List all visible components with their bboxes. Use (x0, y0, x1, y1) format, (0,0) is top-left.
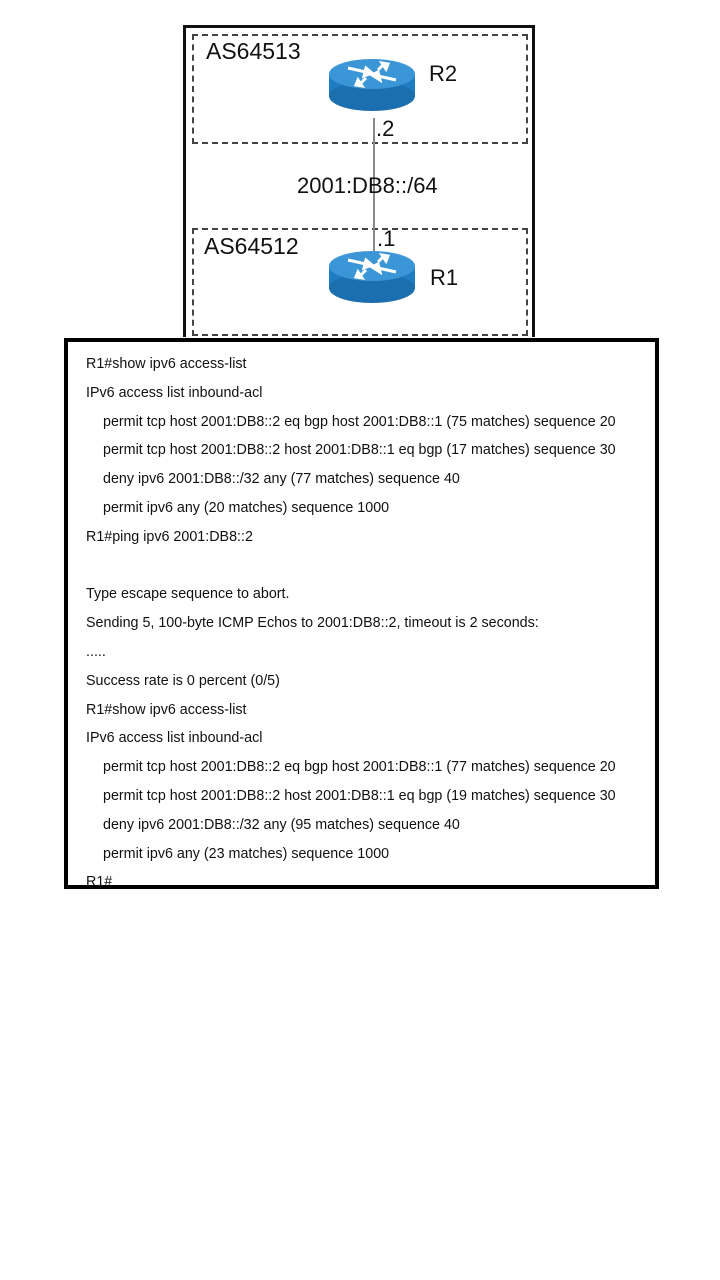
cli-output-line: IPv6 access list inbound-acl (86, 384, 263, 401)
cli-output-line: R1#show ipv6 access-list (86, 356, 247, 372)
cli-output-line: R1# (86, 874, 113, 891)
interface-ip-r1: .1 (377, 226, 396, 251)
cli-output-line: R1#show ipv6 access-list (86, 701, 247, 718)
cli-output-panel (64, 338, 659, 889)
cli-output-line: permit tcp host 2001:DB8::2 host 2001:DB8::1 eq bgp (17 matches) sequence 30 (103, 442, 616, 459)
network-topology-diagram (183, 25, 535, 337)
cli-output-line (86, 552, 655, 581)
cli-output-line: permit tcp host 2001:DB8::2 eq bgp host 2001:DB8::1 (77 matches) sequence 20 (103, 759, 616, 776)
as-label-bottom: AS64512 (204, 233, 299, 259)
cli-output-line: permit tcp host 2001:DB8::2 host 2001:DB8::1 eq bgp (19 matches) sequence 30 (103, 787, 616, 804)
router-icon-r2 (328, 58, 416, 112)
cli-output-line: Sending 5, 100-byte ICMP Echos to 2001:DB8::2, timeout is 2 seconds: (86, 615, 539, 632)
cli-output-line: deny ipv6 2001:DB8::/32 any (95 matches) sequence 40 (103, 816, 460, 833)
cli-output-line: deny ipv6 2001:DB8::/32 any (77 matches) sequence 40 (103, 471, 460, 488)
cli-output-line: permit tcp host 2001:DB8::2 eq bgp host 2001:DB8::1 (75 matches) sequence 20 (103, 413, 616, 430)
cli-output-line: ..... (86, 643, 106, 660)
router-name-r1: R1 (430, 265, 459, 290)
cli-output-line: permit ipv6 any (20 matches) sequence 1000 (103, 499, 390, 516)
router-icon-r1 (328, 250, 416, 304)
cli-output-line: Type escape sequence to abort. (86, 586, 290, 603)
as-label-top: AS64513 (206, 38, 301, 64)
cli-output-line: R1#ping ipv6 2001:DB8::2 (86, 528, 253, 545)
subnet-label: 2001:DB8::/64 (297, 173, 438, 198)
interface-ip-r2: .2 (376, 116, 395, 141)
cli-output-line: IPv6 access list inbound-acl (86, 730, 263, 747)
cli-output-line: permit ipv6 any (23 matches) sequence 1000 (103, 845, 390, 862)
cli-output-line: Success rate is 0 percent (0/5) (86, 672, 280, 689)
router-name-r2: R2 (429, 61, 458, 86)
